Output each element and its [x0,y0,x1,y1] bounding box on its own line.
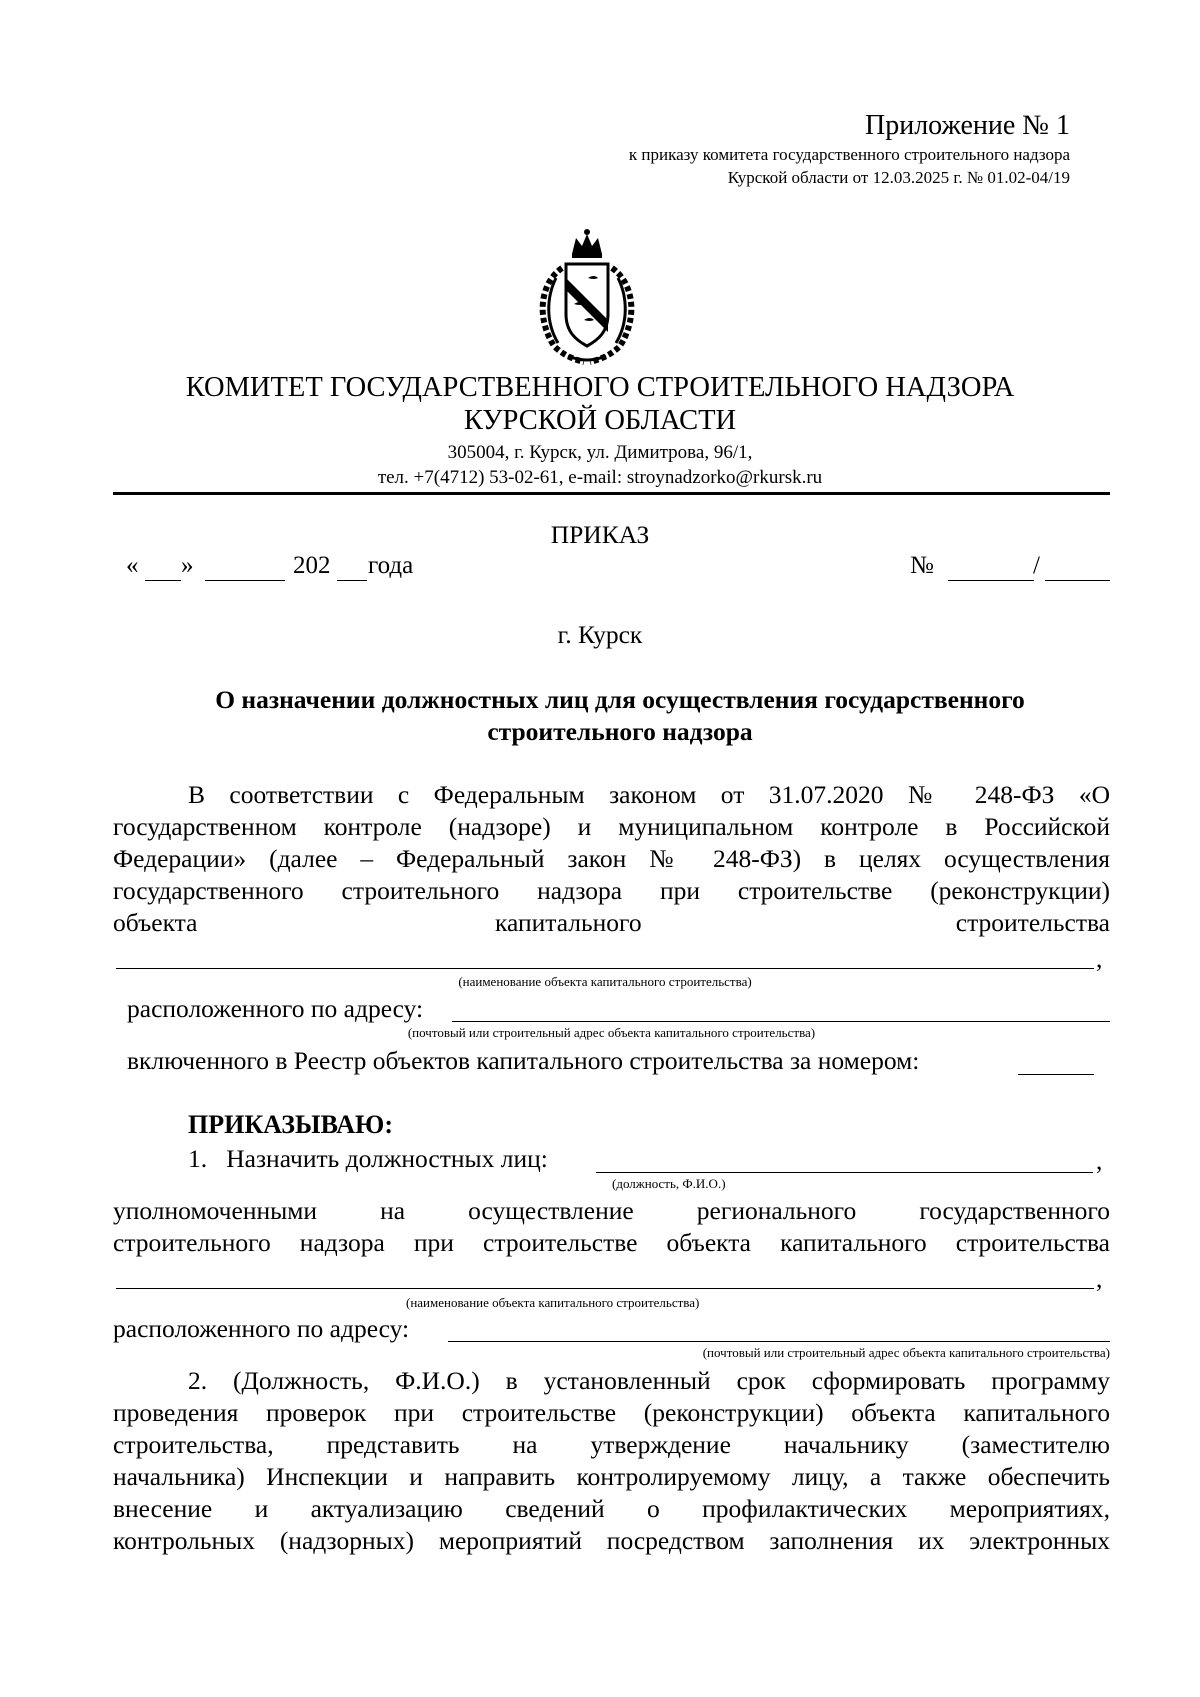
order-number-sign: № [910,552,934,579]
item1-label: 1. Назначить должностных лиц: [188,1144,548,1173]
item1-object-comma: , [1096,1264,1103,1293]
order-city: г. Курск [557,620,643,649]
preamble-line-5-word-2: капитального [495,908,642,937]
registry-number-blank[interactable] [1018,1074,1094,1075]
order-subject-line-2: строительного надзора [487,717,753,746]
item1-object-name-blank[interactable] [116,1288,1094,1289]
date-year-suffix: года [368,552,414,579]
org-name-line-2: КУРСКОЙ ОБЛАСТИ [463,405,737,436]
item2-line-1: 2. (Должность, Ф.И.О.) в установленный срок сформировать программу [188,1366,1110,1395]
item1-comma: , [1096,1146,1103,1175]
date-day-blank[interactable] [145,580,181,581]
item2-line-6: контрольных (надзорных) мероприятий посредством заполнения их электронных [113,1526,1110,1555]
date-month-blank[interactable] [205,580,285,581]
address-blank[interactable] [452,1021,1110,1022]
date-year-blank[interactable] [337,580,367,581]
appendix-line-1: к приказу комитета государственного строительного надзора [628,145,1070,164]
preamble-line-5-word-1: объекта [113,908,198,937]
org-address: 305004, г. Курск, ул. Димитрова, 96/1, [447,442,753,463]
item1-officials-hint: (должность, Ф.И.О.) [612,1176,726,1191]
header-divider [113,492,1110,495]
registry-text: включенного в Реестр объектов капитального строительства за номером: [127,1046,920,1075]
preamble-line-5-word-3: строительства [955,908,1110,937]
preamble-line-4: государственного строительного надзора при строительстве (реконструкции) [113,876,1110,905]
item1-address-hint: (почтовый или строительный адрес объекта капитального строительства) [702,1345,1110,1360]
date-close-quote: » [181,552,194,579]
order-title: ПРИКАЗ [550,520,650,549]
kursk-coat-of-arms-icon [528,228,646,366]
resolution-heading: ПРИКАЗЫВАЮ: [188,1110,393,1139]
date-open-quote: « [126,552,139,579]
appendix-line-2: Курской области от 12.03.2025 г. № 01.02-04/19 [727,168,1070,187]
order-subject-line-1: О назначении должностных лиц для осуществления государственного [215,685,1025,714]
preamble-line-2: государственном контроле (надзоре) и муниципальном контроле в Российской [113,812,1110,841]
order-number-blank-2[interactable] [1045,580,1110,581]
preamble-line-1: В соответствии с Федеральным законом от 31.07.2020 № 248-ФЗ «О [188,780,1110,809]
item1-line-2: уполномоченными на осуществление регионального государственного [113,1196,1110,1225]
item2-line-3: строительства, представить на утверждение начальнику (заместителю [113,1430,1110,1459]
preamble-line-3: Федерации» (далее – Федеральный закон № 248-ФЗ) в целях осуществления [113,844,1110,873]
item1-object-hint: (наименование объекта капитального строительства) [406,1295,700,1310]
item2-line-2: проведения проверок при строительстве (реконструкции) объекта капитального [113,1398,1110,1427]
order-number-slash: / [1033,552,1040,579]
org-name-line-1: КОМИТЕТ ГОСУДАРСТВЕННОГО СТРОИТЕЛЬНОГО НАДЗОРА [185,372,1015,403]
object-name-blank[interactable] [116,968,1094,969]
order-number-blank-1[interactable] [948,580,1034,581]
item1-officials-blank[interactable] [596,1172,1093,1173]
org-contacts: тел. +7(4712) 53-02-61, e-mail: stroynadzorko@rkursk.ru [377,467,823,488]
item2-line-4: начальника) Инспекции и направить контролируемому лицу, а также обеспечить [113,1462,1110,1491]
located-label: расположенного по адресу: [127,994,424,1023]
item1-located-label: расположенного по адресу: [113,1314,410,1343]
item1-address-blank[interactable] [448,1341,1110,1342]
appendix-title: Приложение № 1 [865,110,1070,141]
object-name-comma: , [1096,944,1103,973]
item2-line-5: внесение и актуализацию сведений о профилактических мероприятиях, [113,1494,1110,1523]
object-name-hint: (наименование объекта капитального строительства) [458,974,752,989]
item1-line-3: строительного надзора при строительстве объекта капитального строительства [113,1228,1110,1257]
date-year-prefix: 202 [293,552,331,579]
address-hint: (почтовый или строительный адрес объекта капитального строительства) [407,1025,816,1040]
